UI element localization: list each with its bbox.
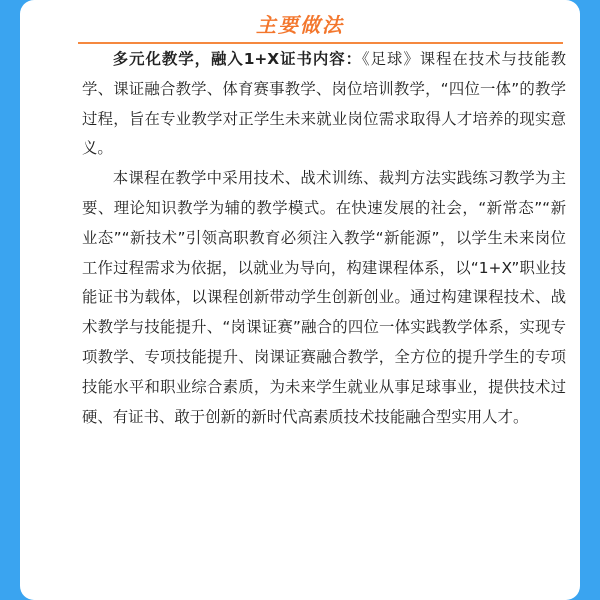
paragraph-lead: 多元化教学，融入1+X证书内容：: [112, 50, 362, 68]
title-underline: [78, 42, 563, 44]
section-title: 主要做法: [256, 13, 344, 37]
paragraph-1: [82, 45, 566, 164]
content-card: [20, 0, 580, 600]
paragraph-2: [82, 164, 566, 432]
section-header: [20, 6, 580, 46]
paragraph-text: 《足球》课程在技术与技能教学、课证融合教学、体育赛事教学、岗位培训教学，“四位一体”的教学过程，旨在专业教学对正学生未来就业岗位需求取得人才培养的现实意义。: [82, 50, 566, 158]
paragraph-text: 本课程在教学中采用技术、战术训练、裁判方法实践练习教学为主要、理论知识教学为辅的教学模式。在快速发展的社会，“新常态”“新业态”“新技术”引领高职教育必须注入教学“新能源”，以学生未来岗位工作过程需求为依据，以就业为导向，构建课程体系，以“1+X”职业技能证书为载体，以课程创新带动学生创新创业。通过构建课程技术、战术教学与技能提升、“岗课证赛”融合的四位一体实践教学体系，实现专项教学、专项技能提升、岗课证赛融合教学，全方位的提升学生的专项技能水平和职业综合素质，为未来学生就业从事足球事业，提供技术过硬、有证书、敢于创新的新时代高素质技术技能融合型实用人才。: [82, 169, 566, 426]
article-body: [82, 45, 566, 432]
